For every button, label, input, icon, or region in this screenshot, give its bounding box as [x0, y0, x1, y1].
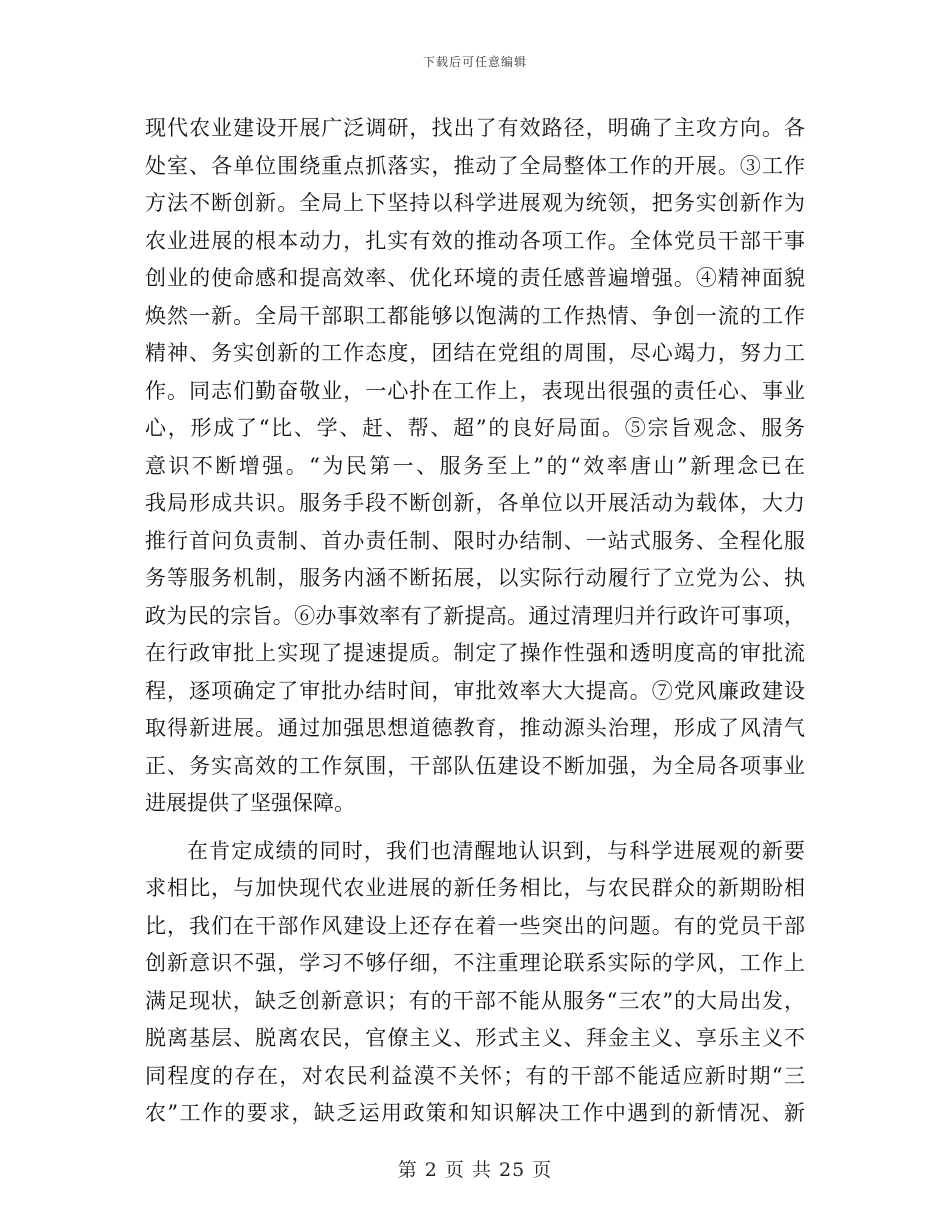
text-line: 在肯定成绩的同时，我们也清醒地认识到，与科学进展观的新要 — [187, 838, 805, 863]
page-number-footer: 第 2 页 共 25 页 — [397, 1159, 553, 1181]
text-line: 现代农业建设开展广泛调研，找出了有效路径，明确了主攻方向。各 — [145, 116, 805, 140]
text-line: 农业进展的根本动力，扎实有效的推动各项工作。全体党员干部干事 — [145, 228, 805, 253]
text-line: 正、务实高效的工作氛围，干部队伍建设不断加强，为全局各项事业 — [145, 753, 805, 778]
text-line: 务等服务机制，服务内涵不断拓展，以实际行动履行了立党为公、执 — [145, 566, 805, 590]
text-line: 推行首问负责制、首办责任制、限时办结制、一站式服务、全程化服 — [145, 528, 805, 553]
text-line: 焕然一新。全局干部职工都能够以饱满的工作热情、争创一流的工作 — [145, 303, 805, 328]
text-line: 我局形成共识。服务手段不断创新，各单位以开展活动为载体，大力 — [145, 491, 805, 515]
text-line: 满足现状，缺乏创新意识；有的干部不能从服务“三农”的大局出发， — [145, 988, 805, 1013]
text-line: 程，逐项确定了审批办结时间，审批效率大大提高。⑦党风廉政建设 — [145, 678, 805, 703]
text-line: 取得新进展。通过加强思想道德教育，推动源头治理，形成了风清气 — [145, 716, 805, 740]
paragraph-spacing — [145, 823, 805, 833]
text-line: 同程度的存在，对农民利益漠不关怀；有的干部不能适应新时期“三 — [145, 1063, 805, 1088]
text-line: 求相比，与加快现代农业进展的新任务相比，与农民群众的新期盼相 — [145, 876, 805, 900]
paragraph-1 — [145, 110, 805, 823]
text-line: 创新意识不强，学习不够仔细，不注重理论联系实际的学风，工作上 — [145, 951, 805, 975]
text-line: 进展提供了坚强保障。 — [145, 791, 355, 815]
text-line: 农”工作的要求，缺乏运用政策和知识解决工作中遇到的新情况、新 — [145, 1101, 805, 1125]
text-line: 比，我们在干部作风建设上还存在着一些突出的问题。有的党员干部 — [145, 913, 805, 938]
text-line: 创业的使命感和提高效率、优化环境的责任感普遍增强。④精神面貌 — [145, 266, 805, 290]
text-line: 处室、各单位围绕重点抓落实，推动了全局整体工作的开展。③工作 — [145, 153, 805, 178]
text-line: 在行政审批上实现了提速提质。制定了操作性强和透明度高的审批流 — [145, 641, 805, 665]
page-header: 下载后可任意编辑 — [422, 55, 527, 69]
text-line: 心，形成了“比、学、赶、帮、超”的良好局面。⑤宗旨观念、服务 — [145, 416, 805, 440]
paragraph-2 — [145, 833, 805, 1133]
text-line: 精神、务实创新的工作态度，团结在党组的周围，尽心竭力，努力工 — [145, 341, 805, 365]
document-body — [145, 110, 805, 1133]
text-line: 方法不断创新。全局上下坚持以科学进展观为统领，把务实创新作为 — [145, 191, 805, 215]
text-line: 脱离基层、脱离农民，官僚主义、形式主义、拜金主义、享乐主义不 — [145, 1026, 805, 1050]
text-line: 政为民的宗旨。⑥办事效率有了新提高。通过清理归并行政许可事项， — [145, 603, 805, 628]
text-line: 意识不断增强。“为民第一、服务至上”的“效率唐山”新理念已在 — [145, 453, 805, 478]
text-line: 作。同志们勤奋敬业，一心扑在工作上，表现出很强的责任心、事业 — [145, 378, 805, 403]
